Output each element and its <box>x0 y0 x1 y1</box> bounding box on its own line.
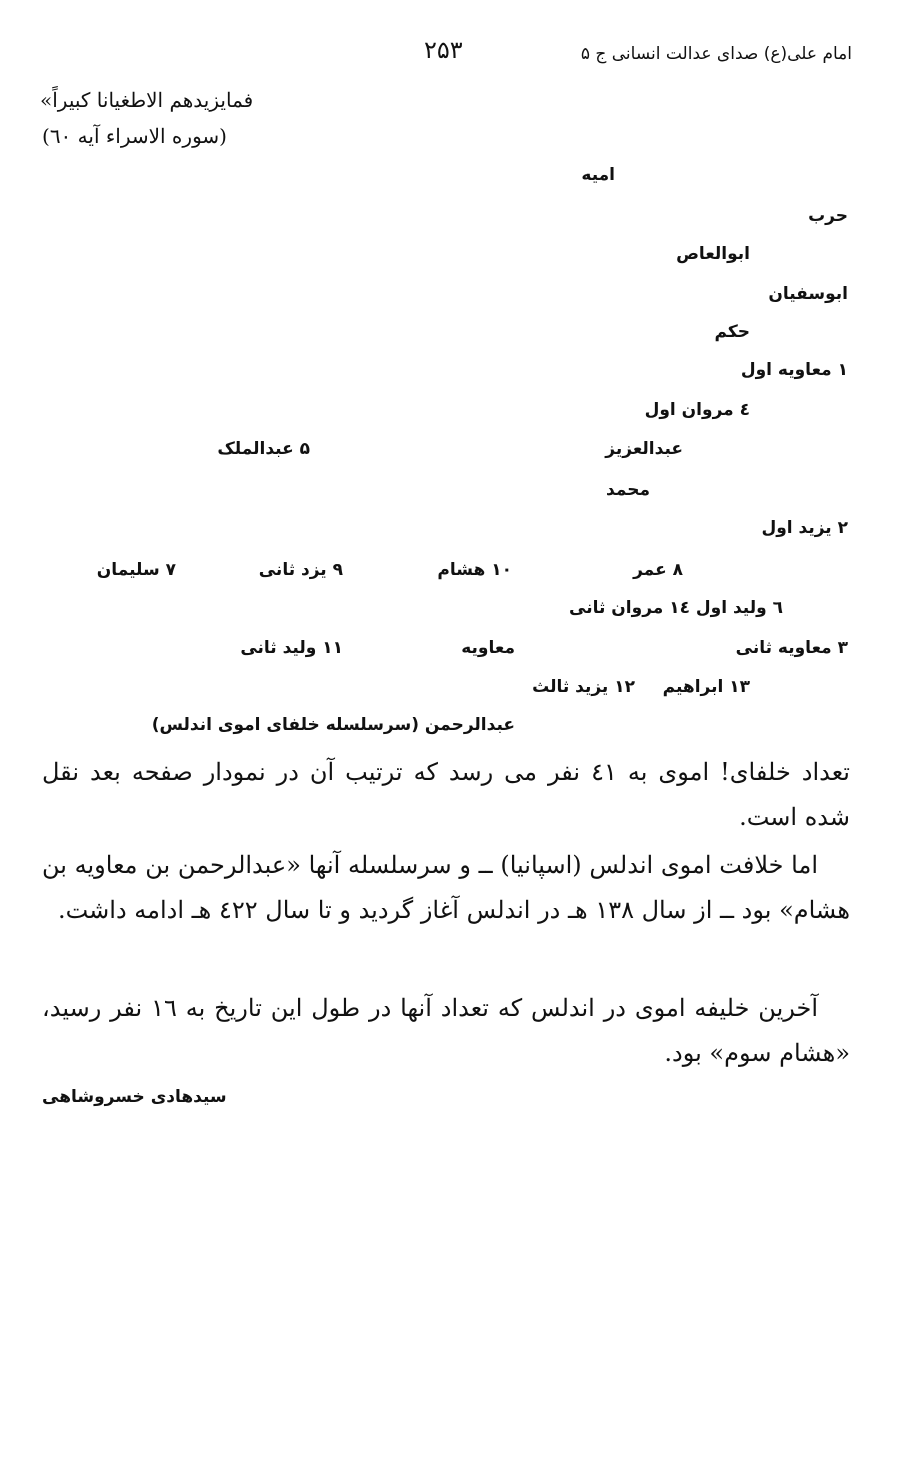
quote-reference: (سوره الاسراء آیه ٦۰) <box>42 124 227 148</box>
tree-node-muawiya-2: ۳ معاویه ثانی <box>735 638 848 658</box>
page-number: ۲۵۳ <box>424 36 463 64</box>
tree-node-umayya: امیه <box>581 165 615 185</box>
quote-verse-end: فمایزیدهم الاطغیانا کبیراً» <box>40 88 254 112</box>
tree-node-abdulaziz: عبدالعزیز <box>605 439 683 459</box>
tree-node-umar: ۸ عمر <box>633 560 683 580</box>
tree-node-muhammad: محمد <box>606 480 650 500</box>
body-paragraph-1: تعداد خلفای! اموی به ٤۱ نفر می رسد که ترتیب آن در نمودار صفحه بعد نقل شده است. <box>42 758 850 831</box>
body-paragraph-3: آخرین خلیفه اموی در اندلس که تعداد آنها در طول این تاریخ به ١٦ نفر رسید، «هشام سوم» بود. <box>42 994 850 1067</box>
tree-node-harb: حرب <box>808 206 848 226</box>
tree-node-abdurrahman: عبدالرحمن (سرسلسله خلفای اموی اندلس) <box>151 715 515 735</box>
tree-node-yazid-3: ۱۲ یزید ثالث <box>532 677 635 697</box>
tree-node-abulas: ابوالعاص <box>676 244 750 264</box>
tree-node-abdulmalik: ۵ عبدالملک <box>217 439 310 459</box>
tree-node-walid-1: ٦ ولید اول <box>695 598 783 618</box>
tree-node-yazid-2: ۹ یزد ثانی <box>258 560 343 580</box>
tree-node-muawiya-1: ۱ معاویه اول <box>740 360 848 380</box>
tree-node-muawiya: معاویه <box>461 638 515 658</box>
tree-node-yazid-1: ۲ یزید اول <box>761 518 848 538</box>
tree-node-ibrahim: ۱۳ ابراهیم <box>662 677 750 697</box>
tree-node-marwan-2: ١٤ مروان ثانی <box>569 598 690 618</box>
tree-node-walid-2: ۱۱ ولید ثانی <box>240 638 343 658</box>
tree-node-sulayman: ۷ سلیمان <box>96 560 176 580</box>
author-signature: سیدهادی خسروشاهی <box>42 1087 227 1107</box>
book-title-header: امام علی(ع) صدای عدالت انسانی ج ۵ <box>580 44 852 64</box>
body-paragraph-2: اما خلافت اموی اندلس (اسپانیا) ــ و سرسلسله آنها «عبدالرحمن بن معاویه بن هشام» بود ــ از سال ۱۳۸ هـ در اندلس آغاز گردید و تا سال ٤۲۲ هـ ادامه داشت. <box>42 851 850 924</box>
tree-node-abusufyan: ابوسفیان <box>768 284 848 304</box>
tree-node-hisham: ۱۰ هشام <box>437 560 512 580</box>
tree-node-hakam: حکم <box>714 322 750 342</box>
tree-node-marwan-1: ٤ مروان اول <box>644 400 750 420</box>
